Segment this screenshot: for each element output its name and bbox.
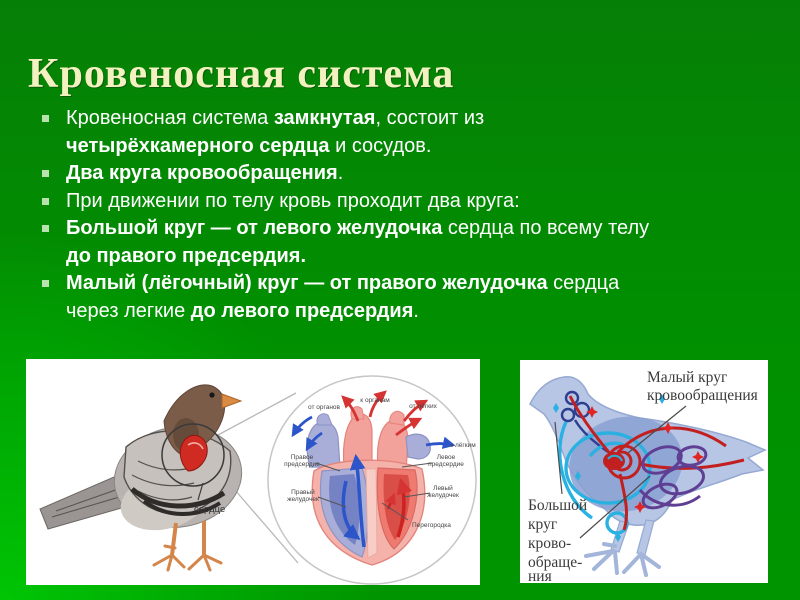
heart-callout-label: сердце (194, 504, 226, 515)
bullet-text-segment: сердца через легкие (66, 272, 620, 322)
bullet-item (36, 105, 656, 160)
bullet-text-segment: Малый (лёгочный) круг — от правого желудочка (66, 272, 548, 294)
bird-circulation-diagram (520, 360, 768, 583)
label-small-circle-2: кровообращения (647, 387, 758, 404)
bullet-text-segment: до левого предсердия (190, 299, 414, 322)
bullet-text-segment: сердца по всему телу (442, 217, 650, 239)
bullet-marker (42, 198, 49, 205)
bullet-text-segment: Два круга кровообращения (66, 162, 338, 184)
bullet-text-segment: . (413, 299, 419, 322)
bullet-text-segment: до правого предсердия (66, 244, 301, 267)
bird-circulation-figure (520, 360, 768, 583)
bullet-text-segment: , состоит из (375, 107, 485, 129)
label-left-atrium-2: предсердие (428, 461, 464, 468)
bullet-marker (42, 225, 49, 232)
label-to-lungs: к лёгким (450, 442, 476, 449)
pigeon-heart-figure (26, 359, 480, 585)
label-big-circle-3: крово- (528, 535, 572, 552)
bullet-marker (42, 115, 49, 122)
bullet-text-segment: четырёхкамерного сердца (66, 134, 330, 157)
label-to-organs: к органам (360, 397, 390, 404)
bullet-marker (42, 170, 49, 177)
label-from-organs: от органов (308, 404, 340, 411)
label-small-circle: Малый круг (647, 369, 728, 386)
bullet-item (36, 188, 656, 216)
bullet-item (36, 160, 656, 188)
label-left-atrium: Левое (436, 454, 456, 461)
label-right-atrium: Правое (290, 454, 314, 461)
label-big-circle-4: обраще- (528, 554, 583, 571)
label-big-circle: Большой (528, 497, 588, 514)
label-left-ventricle: Левый (433, 485, 453, 492)
bullet-item (36, 215, 656, 270)
bullet-list (36, 105, 656, 325)
bullet-text-segment: Большой круг — от левого желудочка (66, 217, 443, 239)
bullet-marker (42, 280, 49, 287)
label-from-lungs: от лёгких (409, 403, 437, 410)
label-big-circle-2: круг (528, 516, 558, 533)
page-title: Кровеносная система (28, 51, 455, 97)
bullet-text-segment: Кровеносная система (66, 107, 274, 129)
pigeon-heart-diagram (26, 359, 480, 585)
label-big-circle-5: ния (528, 568, 552, 583)
bullet-text-segment: замкнутая (273, 107, 376, 129)
label-right-ventricle-2: желудочек (287, 496, 319, 503)
pigeon-illustration (40, 385, 250, 570)
bullet-item (36, 270, 656, 325)
bullet-text-segment: . (300, 244, 307, 267)
label-septum: Перегородка (412, 522, 451, 529)
label-right-ventricle: Правый (291, 489, 315, 496)
bullet-text-segment: . (337, 162, 344, 184)
heart-magnifier (268, 376, 476, 584)
bullet-text-segment: и сосудов. (329, 134, 432, 157)
label-left-ventricle-2: желудочек (427, 492, 459, 499)
bullet-text-segment: При движении по телу кровь проходит два круга: (66, 189, 520, 212)
label-right-atrium-2: предсердие (284, 461, 320, 468)
